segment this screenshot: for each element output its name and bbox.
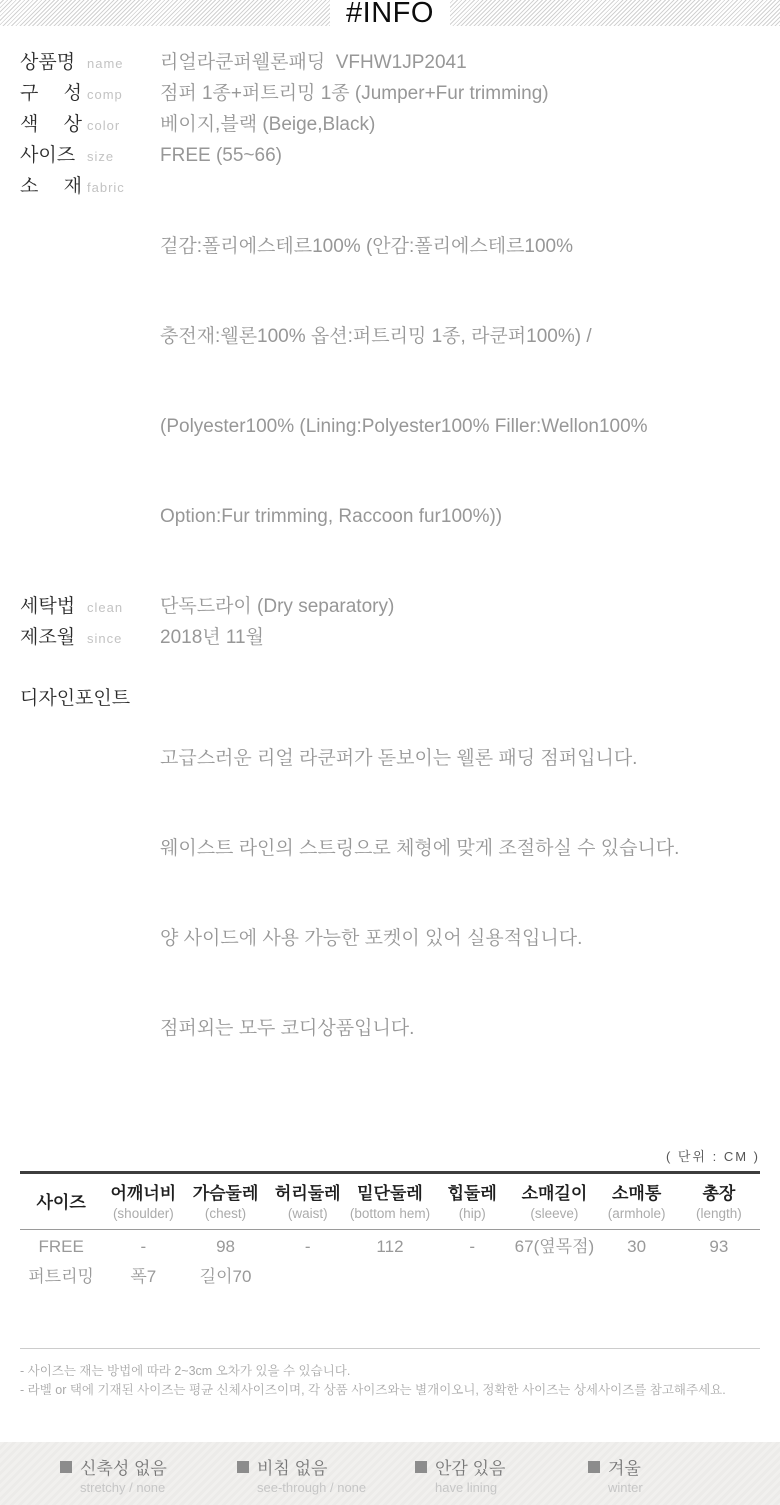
design-point-line: 고급스러운 리얼 라쿤퍼가 돋보이는 웰론 패딩 점퍼입니다. bbox=[160, 748, 638, 769]
info-row-composition bbox=[20, 79, 760, 110]
since-value: 2018년 11월 bbox=[160, 627, 264, 648]
badge-season bbox=[588, 1454, 643, 1495]
table-cell bbox=[678, 1260, 760, 1349]
table-cell: 98 bbox=[216, 1237, 235, 1256]
size-notes bbox=[20, 1362, 760, 1400]
size-table bbox=[20, 1171, 760, 1349]
badge-korean: 비침 없음 bbox=[257, 1459, 328, 1478]
table-cell: 67(옆목점) bbox=[514, 1237, 595, 1256]
badge-english: winter bbox=[608, 1480, 643, 1495]
table-row-fur-trimming bbox=[20, 1260, 760, 1349]
column-header-hip: 힙둘레 (hip) bbox=[431, 1173, 513, 1230]
badge-see-through bbox=[237, 1454, 366, 1495]
label-korean: 소 재 bbox=[20, 176, 82, 197]
info-row-since bbox=[20, 623, 760, 654]
square-bullet-icon bbox=[60, 1461, 72, 1473]
column-header-chest: 가슴둘레 (chest) bbox=[184, 1173, 266, 1230]
badge-korean: 안감 있음 bbox=[435, 1459, 506, 1478]
info-header-band bbox=[0, 0, 780, 29]
table-cell: - bbox=[469, 1237, 476, 1256]
table-cell: 폭7 bbox=[130, 1267, 157, 1286]
column-header-armhole: 소매통 (armhole) bbox=[596, 1173, 678, 1230]
label-english: fabric bbox=[87, 180, 125, 195]
size-value: FREE (55~66) bbox=[160, 145, 282, 166]
table-cell bbox=[267, 1260, 349, 1349]
clean-value: 단독드라이 (Dry separatory) bbox=[160, 596, 395, 617]
badge-korean: 겨울 bbox=[608, 1459, 641, 1478]
label-korean: 디자인포인트 bbox=[20, 688, 131, 709]
column-header-sleeve: 소매길이 (sleeve) bbox=[513, 1173, 595, 1230]
attributes-band bbox=[0, 1442, 780, 1505]
table-row-free bbox=[20, 1230, 760, 1261]
info-label bbox=[20, 684, 160, 715]
table-cell bbox=[513, 1260, 595, 1349]
label-english: since bbox=[87, 631, 123, 646]
design-point-value bbox=[160, 684, 679, 1104]
info-row-clean bbox=[20, 592, 760, 623]
info-label bbox=[20, 48, 160, 79]
badge-lining bbox=[415, 1454, 505, 1495]
column-header-length: 총장 (length) bbox=[678, 1173, 760, 1230]
fabric-line: 충전재:웰론100% 옵션:퍼트리밍 1종, 라쿤퍼100%) / bbox=[160, 326, 592, 347]
label-korean: 구 성 bbox=[20, 83, 82, 104]
badge-english: have lining bbox=[435, 1480, 498, 1495]
fabric-line: (Polyester100% (Lining:Polyester100% Filler:Wellon100% bbox=[160, 416, 648, 437]
product-name-value: 리얼라쿤퍼웰론패딩 VFHW1JP2041 bbox=[160, 52, 467, 73]
table-cell: 112 bbox=[376, 1237, 404, 1256]
fabric-line: Option:Fur trimming, Raccoon fur100%)) bbox=[160, 506, 503, 527]
info-row-design-point bbox=[20, 684, 760, 1104]
color-value: 베이지,블랙 (Beige,Black) bbox=[160, 114, 376, 135]
table-cell: 93 bbox=[709, 1237, 729, 1256]
label-english: color bbox=[87, 118, 121, 133]
table-cell: - bbox=[140, 1237, 147, 1256]
table-cell: - bbox=[304, 1237, 311, 1256]
info-label bbox=[20, 79, 160, 110]
note-line: - 라벨 or 택에 기재된 사이즈는 평균 신체사이즈이며, 각 상품 사이즈와는 별개이오니, 정확한 사이즈는 상세사이즈를 참고해주세요. bbox=[20, 1383, 726, 1397]
column-header-waist: 허리둘레 (waist) bbox=[267, 1173, 349, 1230]
info-label bbox=[20, 110, 160, 141]
size-table-header-row bbox=[20, 1173, 760, 1230]
note-line: - 사이즈는 재는 방법에 따라 2~3cm 오차가 있을 수 있습니다. bbox=[20, 1364, 351, 1378]
table-cell bbox=[431, 1260, 513, 1349]
badge-english: stretchy / none bbox=[80, 1480, 166, 1495]
label-english: name bbox=[87, 56, 124, 71]
info-row-size bbox=[20, 141, 760, 172]
table-cell bbox=[349, 1260, 431, 1349]
table-cell: FREE bbox=[38, 1237, 84, 1256]
label-english: comp bbox=[87, 87, 123, 102]
info-label bbox=[20, 592, 160, 623]
badge-english: see-through / none bbox=[257, 1480, 367, 1495]
design-point-line: 점퍼외는 모두 코디상품입니다. bbox=[160, 1018, 415, 1039]
info-row-color bbox=[20, 110, 760, 141]
table-cell bbox=[596, 1260, 678, 1349]
label-english: size bbox=[87, 149, 115, 164]
info-row-name bbox=[20, 48, 760, 79]
square-bullet-icon bbox=[588, 1461, 600, 1473]
label-korean: 세탁법 bbox=[20, 596, 76, 617]
badge-stretch bbox=[60, 1454, 167, 1495]
label-korean: 색 상 bbox=[20, 114, 82, 135]
product-info-section bbox=[0, 26, 780, 1104]
column-header-bottom-hem: 밑단둘레 (bottom hem) bbox=[349, 1173, 431, 1230]
square-bullet-icon bbox=[237, 1461, 249, 1473]
info-row-fabric bbox=[20, 172, 760, 592]
info-label bbox=[20, 172, 160, 203]
table-cell: 30 bbox=[627, 1237, 647, 1256]
table-cell: 길이70 bbox=[199, 1267, 252, 1286]
design-point-line: 웨이스트 라인의 스트링으로 체형에 맞게 조절하실 수 있습니다. bbox=[160, 838, 680, 859]
info-label bbox=[20, 141, 160, 172]
fabric-value bbox=[160, 172, 648, 592]
column-header-shoulder: 어깨너비 (shoulder) bbox=[102, 1173, 184, 1230]
unit-label: ( 단위 : CM ) bbox=[665, 1149, 760, 1164]
design-point-line: 양 사이드에 사용 가능한 포켓이 있어 실용적입니다. bbox=[160, 928, 583, 949]
square-bullet-icon bbox=[415, 1461, 427, 1473]
badge-korean: 신축성 없음 bbox=[80, 1459, 167, 1478]
table-cell: 퍼트리밍 bbox=[28, 1267, 94, 1286]
label-english: clean bbox=[87, 600, 124, 615]
label-korean: 상품명 bbox=[20, 52, 76, 73]
column-header-size: 사이즈 bbox=[20, 1173, 102, 1230]
fabric-line: 겉감:폴리에스테르100% (안감:폴리에스테르100% bbox=[160, 236, 574, 257]
label-korean: 제조월 bbox=[20, 627, 76, 648]
label-korean: 사이즈 bbox=[20, 145, 76, 166]
info-label bbox=[20, 623, 160, 654]
page-title: #INFO bbox=[330, 0, 450, 28]
composition-value: 점퍼 1종+퍼트리밍 1종 (Jumper+Fur trimming) bbox=[160, 83, 549, 104]
